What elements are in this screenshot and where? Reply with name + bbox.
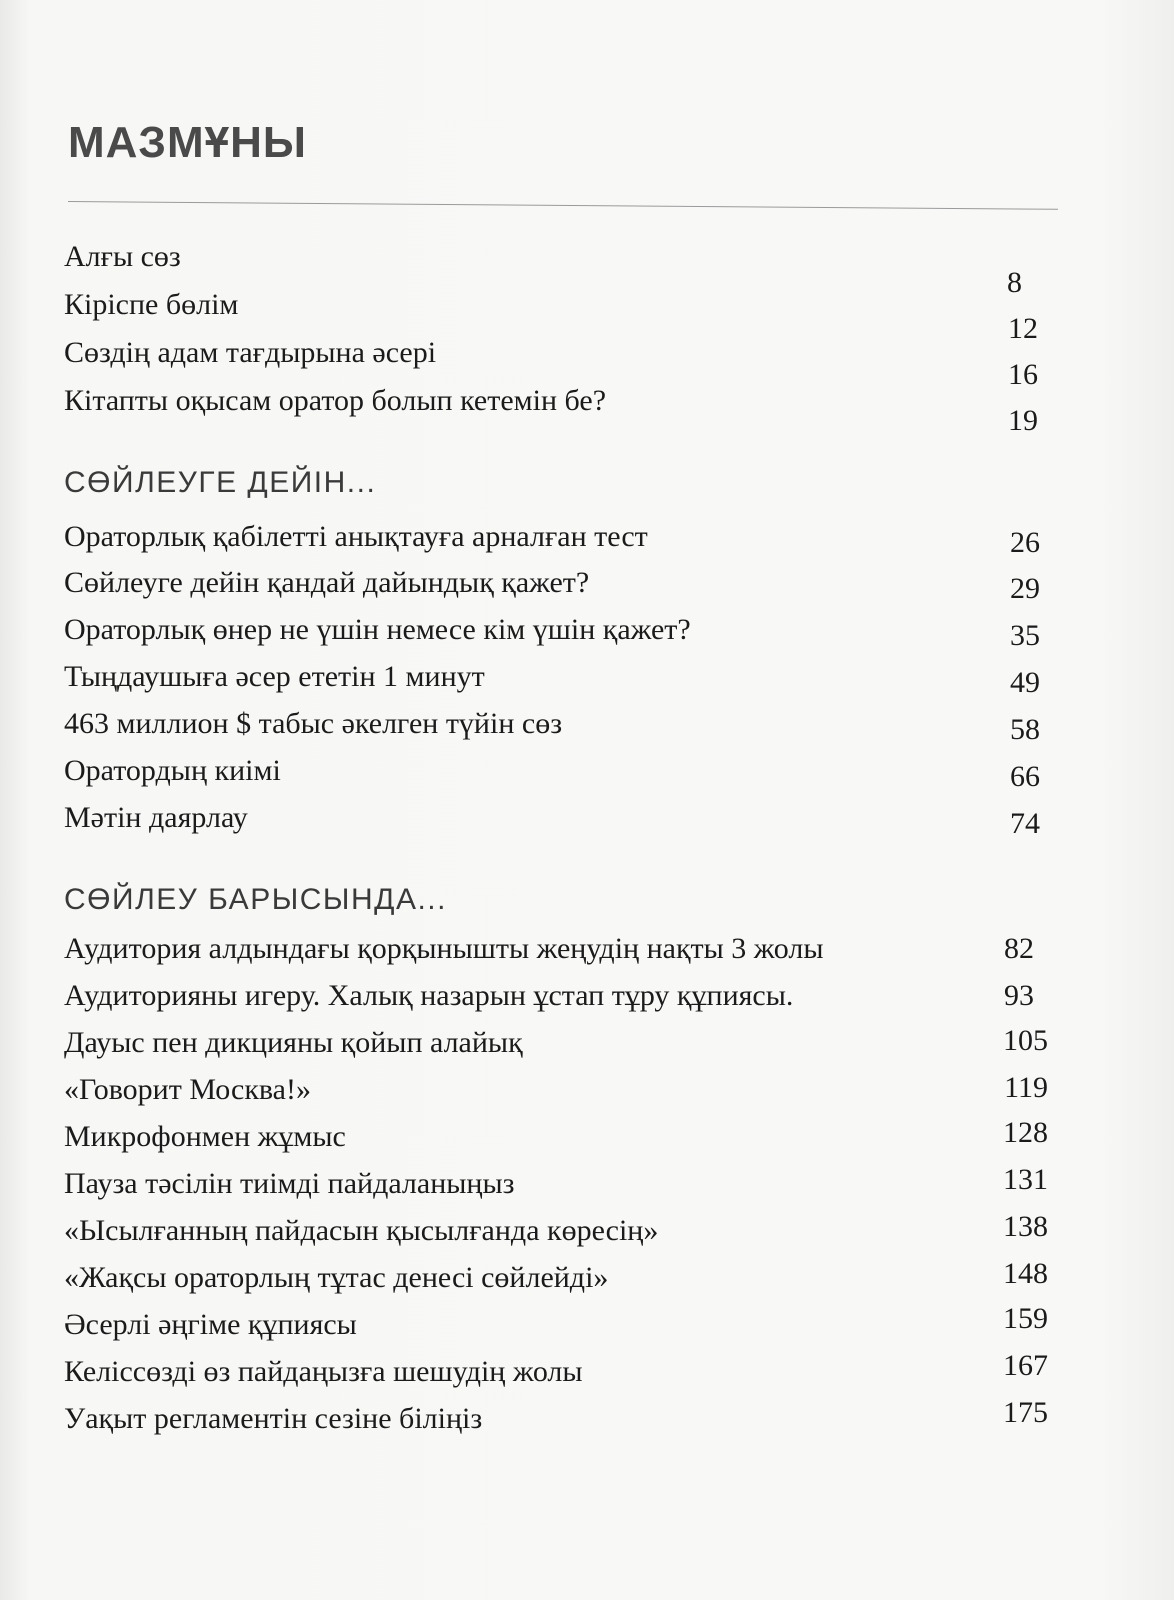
- toc-entry[interactable]: [64, 932, 1074, 972]
- toc-entry[interactable]: [64, 336, 1074, 391]
- toc-entry[interactable]: [64, 1116, 1074, 1160]
- toc-entry[interactable]: [64, 979, 1074, 1019]
- toc-entry-page: 26: [1010, 526, 1040, 559]
- toc-entry-page: 8: [1007, 266, 1022, 299]
- toc-entry-label: Кіріспе бөлім: [64, 288, 239, 321]
- toc-entry-label: Аудитория алдындағы қорқынышты жеңудің нақты 3 жолы: [64, 932, 824, 965]
- toc-entry-page: 175: [1003, 1396, 1048, 1429]
- toc-entry-label: Алғы сөз: [64, 240, 181, 273]
- toc-entry-page: 159: [1003, 1302, 1048, 1335]
- toc-entry-label: Уақыт регламентін сезіне біліңіз: [64, 1402, 483, 1435]
- toc-entry[interactable]: [64, 1073, 1074, 1113]
- toc-entry-label: Пауза тәсілін тиімді пайдаланыңыз: [64, 1167, 515, 1200]
- toc-entry[interactable]: [64, 754, 1074, 794]
- toc-entry[interactable]: [64, 1349, 1074, 1395]
- toc-entry-page: 58: [1010, 713, 1040, 746]
- toc-entry-label: «Говорит Москва!»: [64, 1073, 311, 1106]
- toc-entry[interactable]: [64, 707, 1074, 747]
- toc-entry-page: 12: [1008, 312, 1038, 345]
- toc-entry-label: Ораторлық қабілетті анықтауға арналған тест: [64, 520, 648, 553]
- toc-entry-label: «Жақсы ораторлың тұтас денесі сөйлейді»: [64, 1261, 609, 1294]
- toc-entry[interactable]: [64, 613, 1074, 653]
- toc-entry-page: 131: [1003, 1163, 1048, 1196]
- toc-entry-page: 49: [1010, 666, 1040, 699]
- toc-entry[interactable]: [64, 801, 1074, 841]
- toc-entry[interactable]: [64, 384, 1074, 437]
- toc-entry-label: Тыңдаушыға әсер ететін 1 минут: [64, 660, 485, 693]
- toc-entry-page: 19: [1008, 404, 1038, 437]
- toc-entry-label: Кітапты оқысам оратор болып кетемін бе?: [64, 384, 607, 417]
- toc-entry-label: 463 миллион $ табыс әкелген түйін сөз: [64, 707, 563, 740]
- toc-entry-page: 29: [1010, 572, 1040, 605]
- toc-entry-label: Дауыс пен дикцияны қойып алайық: [64, 1026, 523, 1059]
- toc-entry-page: 74: [1010, 807, 1040, 840]
- toc-entry-page: 119: [1004, 1071, 1048, 1104]
- section-heading: СӨЙЛЕУ БАРЫСЫНДА...: [64, 883, 447, 916]
- toc-entry-page: 35: [1010, 619, 1040, 652]
- toc-entry[interactable]: [64, 1163, 1074, 1207]
- toc-entry-label: Әсерлі әңгіме құпиясы: [64, 1308, 357, 1341]
- toc-entry-page: 105: [1003, 1024, 1048, 1057]
- toc-entry-page: 16: [1008, 358, 1038, 391]
- toc-entry-page: 128: [1003, 1116, 1048, 1149]
- toc-entry-label: Микрофонмен жұмыс: [64, 1120, 346, 1153]
- toc-entry[interactable]: [64, 1026, 1074, 1066]
- toc-entry[interactable]: [64, 660, 1074, 700]
- toc-entry-page: 167: [1003, 1349, 1048, 1382]
- toc-entry-page: 138: [1003, 1210, 1048, 1243]
- toc-entry[interactable]: [64, 1210, 1074, 1254]
- toc-entry-page: 82: [1004, 932, 1034, 965]
- toc-entry-label: Аудиторияны игеру. Халық назарын ұстап тұру құпиясы.: [64, 979, 794, 1012]
- toc-entry-label: Келіссөзді өз пайдаңызға шешудің жолы: [64, 1355, 583, 1388]
- toc-entry-label: Ораторлық өнер не үшін немесе кім үшін қажет?: [64, 613, 691, 646]
- toc-entry[interactable]: [64, 288, 1074, 345]
- toc-entry-label: Сөйлеуге дейін қандай дайындық қажет?: [64, 566, 590, 599]
- toc-entry-label: Сөздің адам тағдырына әсері: [64, 336, 437, 369]
- toc-entry[interactable]: [64, 566, 1074, 606]
- toc-entry-label: Оратордың киімі: [64, 754, 281, 787]
- toc-entry-page: 93: [1004, 979, 1034, 1012]
- toc-entry-label: «Ысылғанның пайдасын қысылғанда көресің»: [64, 1214, 659, 1247]
- toc-entry[interactable]: [64, 240, 1074, 299]
- toc-entry-page: 148: [1003, 1257, 1048, 1290]
- toc-entry[interactable]: [64, 1396, 1074, 1442]
- section-heading: СӨЙЛЕУГЕ ДЕЙІН...: [64, 466, 377, 499]
- toc-entry-label: Мәтін даярлау: [64, 801, 248, 834]
- toc-entry-page: 66: [1010, 760, 1040, 793]
- title-divider: [68, 201, 1058, 210]
- toc-entry[interactable]: [64, 1257, 1074, 1301]
- toc-entry[interactable]: [64, 1302, 1074, 1348]
- toc-entry[interactable]: [64, 520, 1074, 560]
- page-title: МАЗМҰНЫ: [68, 118, 307, 167]
